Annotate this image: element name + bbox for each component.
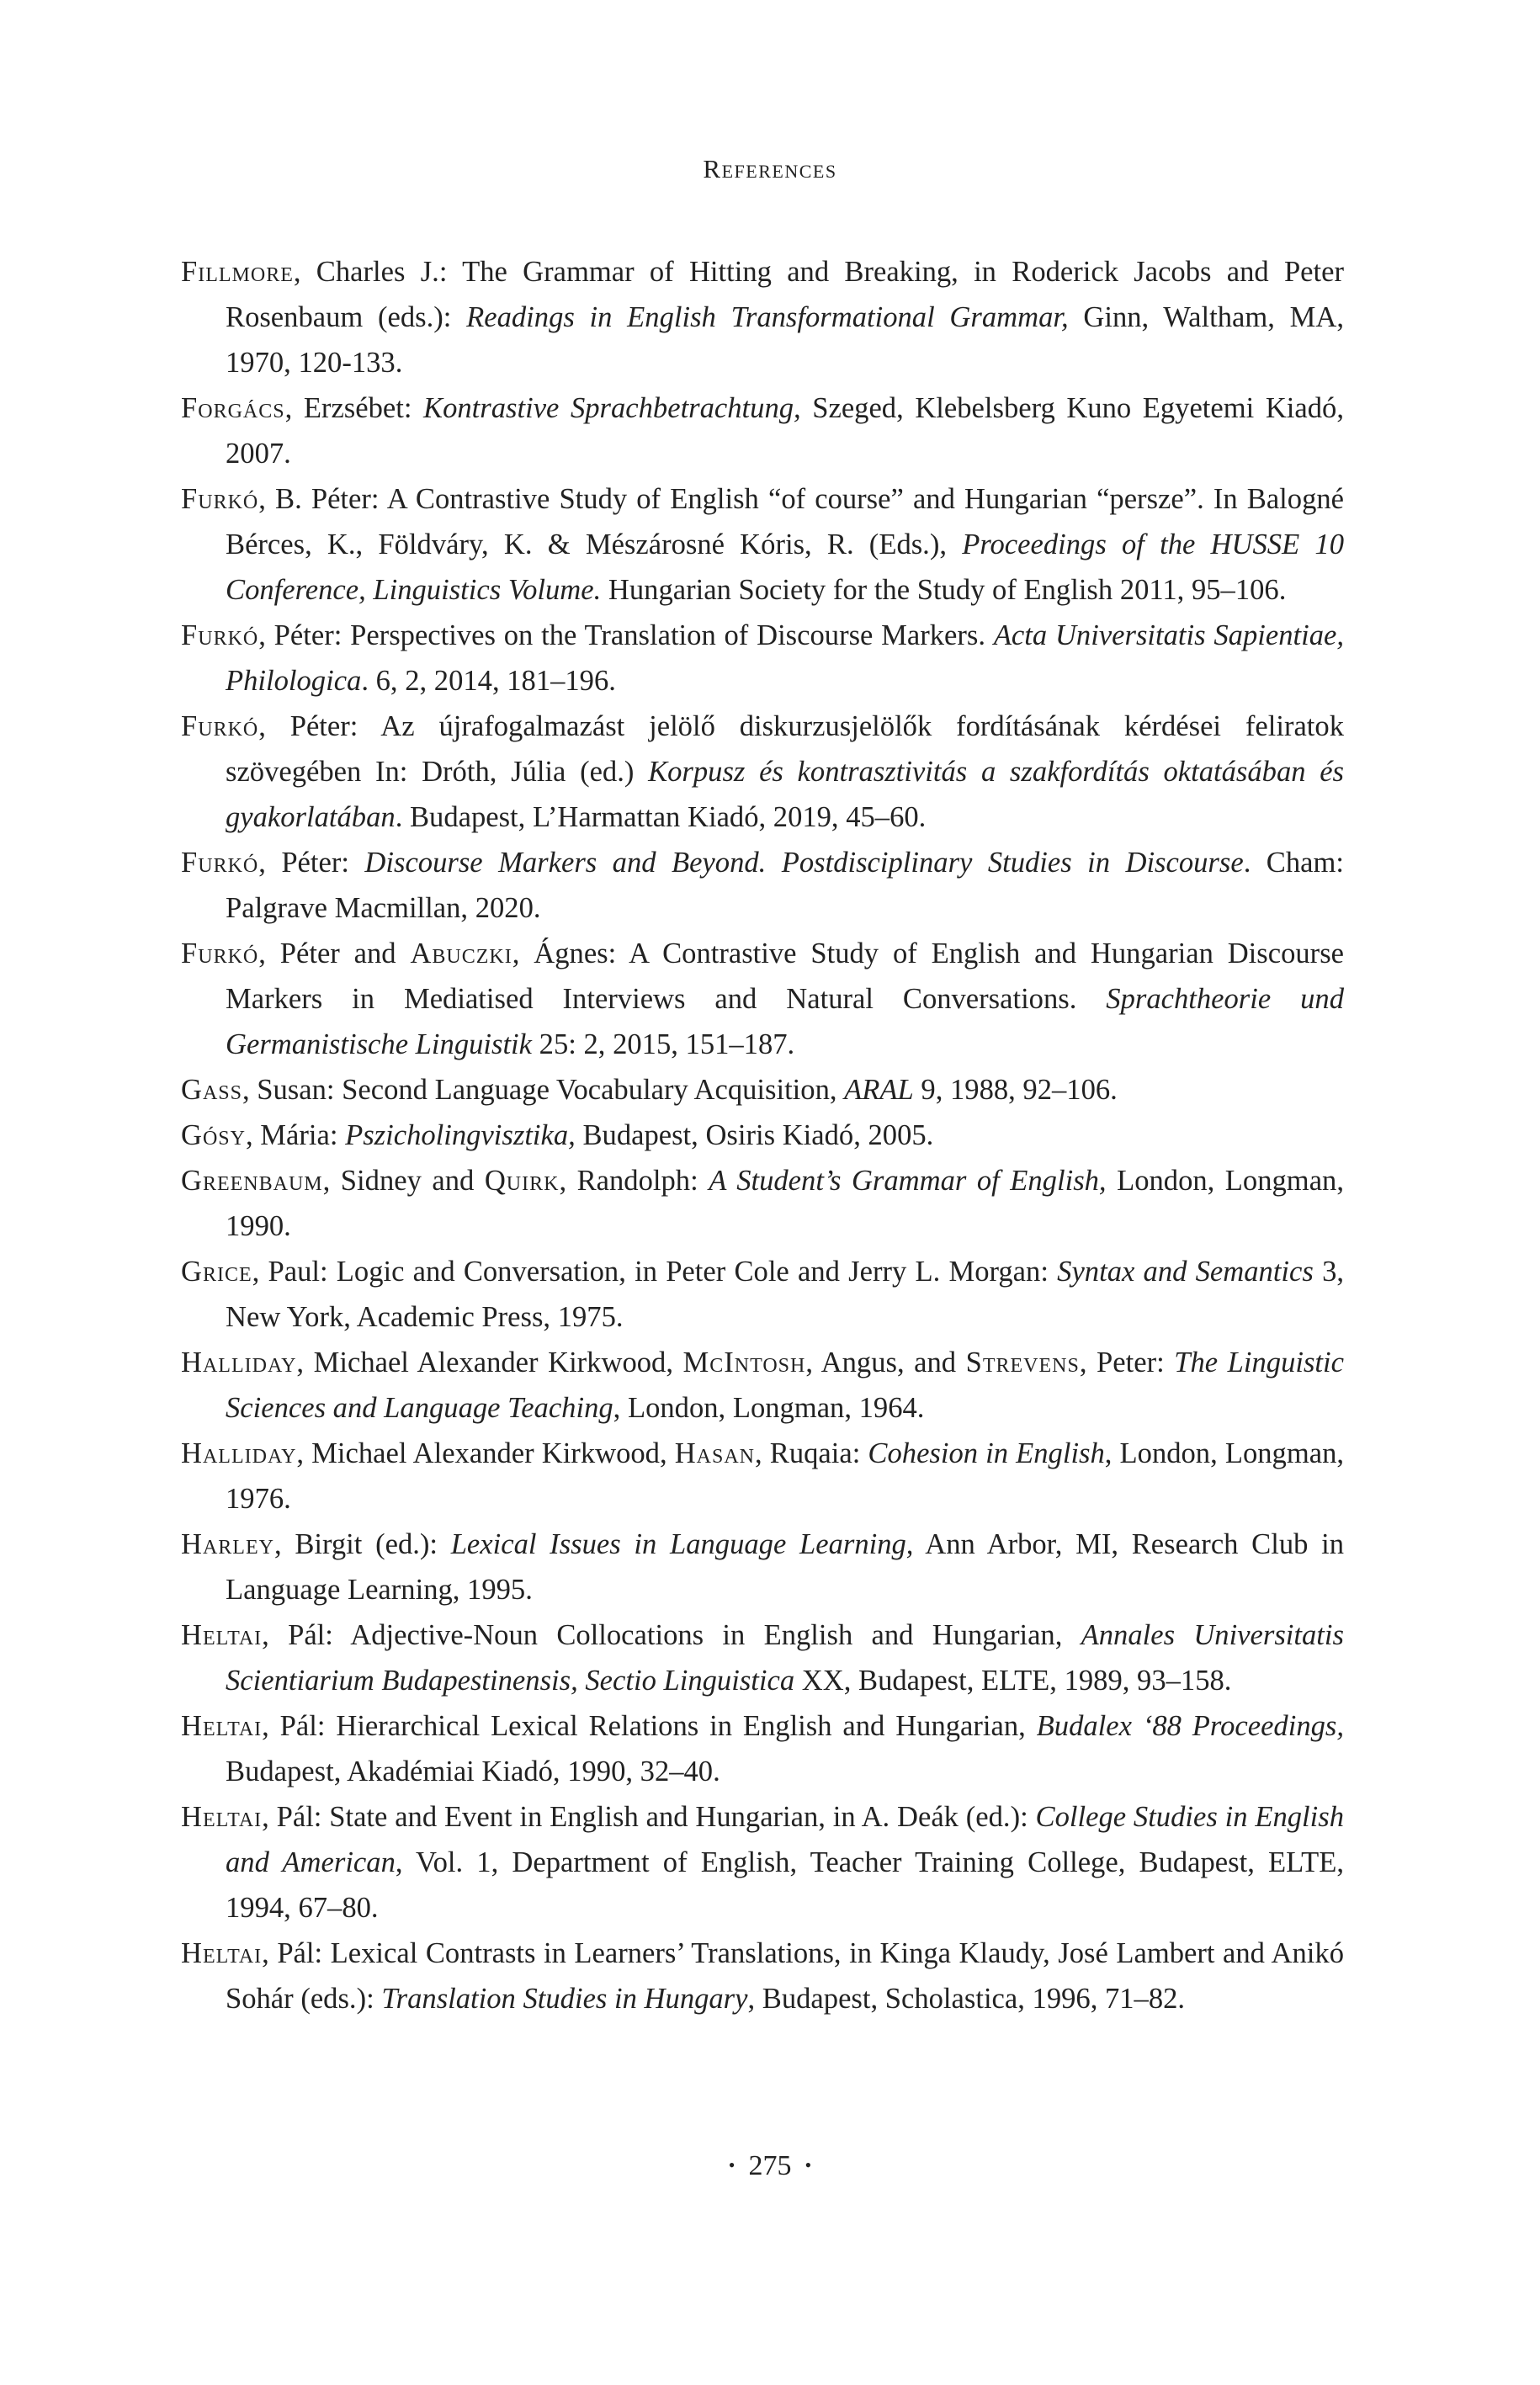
reference-title: Budalex ‘88 Proceedings, — [1036, 1710, 1345, 1742]
reference-text: London, Longman, 1990. — [226, 1165, 1344, 1242]
reference-author: Furkó — [181, 938, 259, 969]
reference-author: Abuczki — [410, 938, 512, 969]
reference-entry — [181, 840, 1344, 931]
reference-text: , Péter: Az újrafogalmazást jelölő diskurzusjelölők fordításának kérdései feliratok szövegében In: Dróth, Júlia (ed.) — [226, 710, 1344, 788]
reference-entry — [181, 249, 1344, 385]
reference-title: Translation Studies in Hungary — [381, 1983, 748, 2015]
reference-text: , London, Longman, 1964. — [613, 1392, 925, 1424]
reference-text: , Michael Alexander Kirkwood, — [296, 1347, 683, 1378]
reference-text: , Randolph: — [559, 1165, 709, 1197]
reference-entry — [181, 1522, 1344, 1612]
reference-entry — [181, 1113, 1344, 1158]
reference-author: Harley — [181, 1528, 274, 1560]
reference-author: Heltai — [181, 1801, 263, 1833]
reference-text: 3, New York, Academic Press, 1975. — [226, 1256, 1344, 1333]
reference-title: Discourse Markers and Beyond. Postdisciplinary Studies in Discourse — [364, 847, 1244, 879]
reference-author: Heltai — [181, 1937, 263, 1969]
reference-text: . Cham: Palgrave Macmillan, 2020. — [226, 847, 1344, 924]
reference-author: Fillmore — [181, 256, 294, 288]
reference-title: Readings in English Transformational Grammar, — [466, 301, 1069, 333]
reference-title: Acta Universitatis Sapientiae, Philologica — [226, 619, 1344, 697]
reference-entry — [181, 704, 1344, 840]
reference-text: 9, 1988, 92–106. — [913, 1074, 1118, 1106]
reference-text: , Pál: Adjective-Noun Collocations in English and Hungarian, — [262, 1619, 1081, 1651]
reference-entry — [181, 1067, 1344, 1113]
reference-text: Hungarian Society for the Study of English 2011, 95–106. — [601, 574, 1287, 606]
reference-list — [181, 249, 1344, 2021]
reference-author: Quirk — [484, 1165, 560, 1197]
reference-author: Furkó — [181, 710, 259, 742]
reference-author: Furkó — [181, 483, 259, 515]
reference-author: Greenbaum — [181, 1165, 323, 1197]
page-number-footer — [0, 2150, 1540, 2182]
reference-entry — [181, 613, 1344, 704]
reference-text: 25: 2, 2015, 151–187. — [532, 1028, 795, 1060]
page-number: 275 — [748, 2150, 792, 2181]
reference-entry — [181, 1794, 1344, 1931]
reference-text: . Budapest, L’Harmattan Kiadó, 2019, 45–60. — [395, 801, 927, 833]
reference-text: , Peter: — [1079, 1347, 1175, 1378]
reference-author: Furkó — [181, 847, 259, 879]
reference-title: Proceedings of the HUSSE 10 Conference, Linguistics Volume. — [226, 529, 1344, 606]
reference-text: , Paul: Logic and Conversation, in Peter Cole and Jerry L. Morgan: — [252, 1256, 1058, 1288]
reference-title: Korpusz és kontrasztivitás a szakfordítás oktatásában és gyakorlatában — [226, 756, 1345, 833]
reference-text: , Charles J.: The Grammar of Hitting and Breaking, in Roderick Jacobs and Peter Rosenbaum (eds.): — [226, 256, 1344, 333]
reference-title: Sprachtheorie und Germanistische Linguistik — [226, 983, 1344, 1060]
reference-text: Budapest, Akadémiai Kiadó, 1990, 32–40. — [226, 1756, 720, 1787]
reference-entry — [181, 1703, 1344, 1794]
reference-text: , Michael Alexander Kirkwood, — [296, 1437, 675, 1469]
reference-text: , Budapest, Scholastica, 1996, 71–82. — [747, 1983, 1186, 2015]
reference-title: Lexical Issues in Language Learning, — [450, 1528, 914, 1560]
reference-text: Ann Arbor, MI, Research Club in Language Learning, 1995. — [226, 1528, 1345, 1606]
reference-entry — [181, 1340, 1344, 1431]
reference-text: Ginn, Waltham, MA, 1970, 120-133. — [226, 301, 1345, 379]
reference-title: College Studies in English and American — [226, 1801, 1344, 1878]
reference-author: Heltai — [181, 1619, 263, 1651]
reference-author: McIntosh — [682, 1347, 806, 1378]
reference-author: Halliday — [181, 1437, 297, 1469]
reference-title: Syntax and Semantics — [1057, 1256, 1314, 1288]
reference-text: , Péter: — [258, 847, 365, 879]
reference-title: Annales Universitatis Scientiarium Budapestinensis, Sectio Linguistica — [226, 1619, 1344, 1697]
running-head: References — [703, 154, 837, 183]
reference-text: , Mária: — [245, 1119, 346, 1151]
reference-text: XX, Budapest, ELTE, 1989, 93–158. — [794, 1665, 1232, 1697]
bullet-icon: • — [805, 2154, 812, 2176]
reference-text: , London, Longman, 1976. — [226, 1437, 1345, 1515]
reference-author: Hasan — [674, 1437, 756, 1469]
reference-author: Halliday — [181, 1347, 297, 1378]
reference-entry — [181, 385, 1344, 476]
reference-text: , Péter: Perspectives on the Translation of Discourse Markers. — [258, 619, 994, 651]
reference-text: , Pál: Hierarchical Lexical Relations in English and Hungarian, — [262, 1710, 1037, 1742]
reference-author: Gass — [181, 1074, 242, 1106]
reference-title: Pszicholingvisztika, — [345, 1119, 576, 1151]
reference-text: , Péter and — [258, 938, 411, 969]
reference-entry — [181, 931, 1344, 1067]
reference-text: , B. Péter: A Contrastive Study of English “of course” and Hungarian “persze”. In Balogné Bérces, K., Földváry, K. & Mészárosné Kóris, R. (Eds.), — [226, 483, 1344, 560]
reference-author: Gósy — [181, 1119, 246, 1151]
reference-author: Furkó — [181, 619, 259, 651]
reference-author: Heltai — [181, 1710, 263, 1742]
reference-title: A Student’s Grammar of English, — [709, 1165, 1107, 1197]
reference-text: . 6, 2, 2014, 181–196. — [361, 665, 616, 697]
reference-text: , Vol. 1, Department of English, Teacher Training College, Budapest, ELTE, 1994, 67–80. — [226, 1846, 1344, 1924]
reference-text: , Angus, and — [805, 1347, 966, 1378]
reference-author: Forgács — [181, 392, 285, 424]
reference-entry — [181, 1158, 1344, 1249]
reference-text: , Erzsébet: — [284, 392, 424, 424]
reference-entry — [181, 1612, 1344, 1703]
reference-text: , Susan: Second Language Vocabulary Acquisition, — [242, 1074, 845, 1106]
reference-text: , Sidney and — [322, 1165, 485, 1197]
reference-text: , Pál: Lexical Contrasts in Learners’ Translations, in Kinga Klaudy, José Lambert and Anikó Sohár (eds.): — [226, 1937, 1344, 2015]
bullet-icon: • — [728, 2154, 735, 2176]
reference-title: Cohesion in English — [868, 1437, 1105, 1469]
reference-text: , Pál: State and Event in English and Hungarian, in A. Deák (ed.): — [262, 1801, 1036, 1833]
reference-entry — [181, 1249, 1344, 1340]
reference-title: Kontrastive Sprachbetrachtung, — [423, 392, 801, 424]
reference-text: Budapest, Osiris Kiadó, 2005. — [575, 1119, 934, 1151]
reference-title: The Linguistic Sciences and Language Teaching — [226, 1347, 1344, 1424]
reference-entry — [181, 1431, 1344, 1522]
reference-text: Szeged, Klebelsberg Kuno Egyetemi Kiadó, 2007. — [226, 392, 1344, 470]
reference-text: , Ágnes: A Contrastive Study of English and Hungarian Discourse Markers in Mediatised Interviews and Natural Conversations. — [226, 938, 1344, 1015]
reference-title: ARAL — [844, 1074, 914, 1106]
reference-text: , Birgit (ed.): — [273, 1528, 451, 1560]
reference-text: , Ruqaia: — [755, 1437, 868, 1469]
reference-author: Strevens — [965, 1347, 1080, 1378]
reference-entry — [181, 1931, 1344, 2021]
reference-entry — [181, 476, 1344, 613]
reference-author: Grice — [181, 1256, 252, 1288]
